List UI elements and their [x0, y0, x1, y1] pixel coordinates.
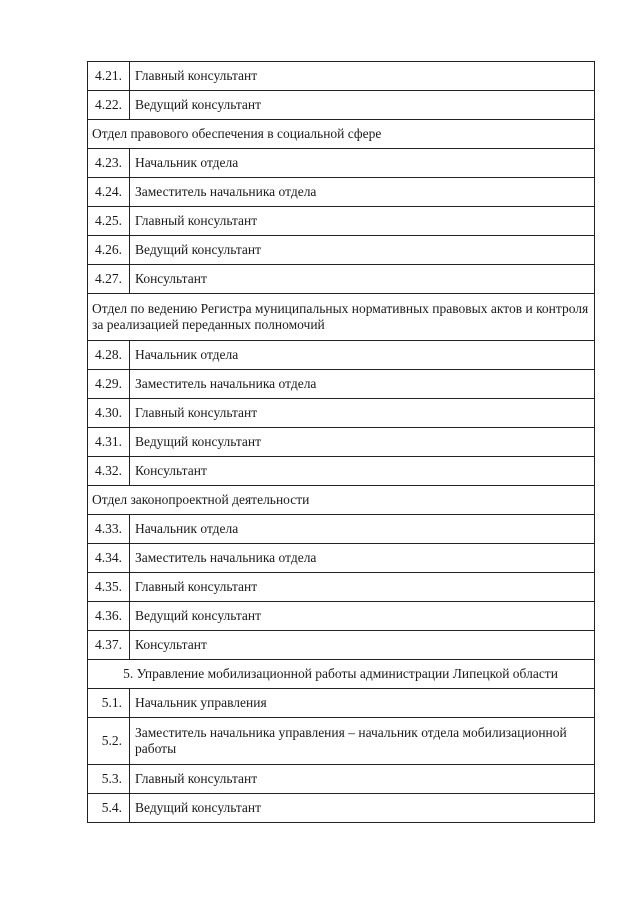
- row-number: 5.3.: [88, 765, 130, 794]
- row-number: 4.25.: [88, 207, 130, 236]
- row-number: 4.30.: [88, 399, 130, 428]
- section-row: [88, 120, 595, 149]
- table-row: [88, 765, 595, 794]
- position-title: Ведущий консультант: [130, 602, 595, 631]
- position-title: Заместитель начальника управления – начальник отдела мобилизационной работы: [130, 718, 595, 765]
- table-row: [88, 718, 595, 765]
- position-title: Ведущий консультант: [130, 428, 595, 457]
- row-number: 4.35.: [88, 573, 130, 602]
- row-number: 4.24.: [88, 178, 130, 207]
- row-number: 5.4.: [88, 794, 130, 823]
- row-number: 4.34.: [88, 544, 130, 573]
- row-number: 4.31.: [88, 428, 130, 457]
- table-row: [88, 178, 595, 207]
- row-number: 4.37.: [88, 631, 130, 660]
- table-row: [88, 370, 595, 399]
- table-row: [88, 428, 595, 457]
- section-heading: Отдел законопроектной деятельности: [88, 486, 595, 515]
- position-title: Начальник отдела: [130, 341, 595, 370]
- table-row: [88, 399, 595, 428]
- row-number: 4.36.: [88, 602, 130, 631]
- table-row: [88, 341, 595, 370]
- table-row: [88, 794, 595, 823]
- row-number: 4.28.: [88, 341, 130, 370]
- table-row: [88, 457, 595, 486]
- table-row: [88, 207, 595, 236]
- row-number: 4.23.: [88, 149, 130, 178]
- table-row: [88, 91, 595, 120]
- row-number: 4.21.: [88, 62, 130, 91]
- section-heading: 5. Управление мобилизационной работы администрации Липецкой области: [88, 660, 595, 689]
- section-heading: Отдел правового обеспечения в социальной сфере: [88, 120, 595, 149]
- section-row: [88, 294, 595, 341]
- position-title: Главный консультант: [130, 207, 595, 236]
- position-title: Начальник отдела: [130, 149, 595, 178]
- position-title: Консультант: [130, 631, 595, 660]
- position-title: Консультант: [130, 265, 595, 294]
- position-title: Ведущий консультант: [130, 236, 595, 265]
- row-number: 4.32.: [88, 457, 130, 486]
- row-number: 4.33.: [88, 515, 130, 544]
- row-number: 4.29.: [88, 370, 130, 399]
- table-row: [88, 515, 595, 544]
- row-number: 4.22.: [88, 91, 130, 120]
- table-row: [88, 602, 595, 631]
- table-row: [88, 689, 595, 718]
- table-row: [88, 573, 595, 602]
- positions-table: [87, 61, 595, 823]
- section-row: [88, 486, 595, 515]
- position-title: Главный консультант: [130, 573, 595, 602]
- table-row: [88, 236, 595, 265]
- row-number: 5.2.: [88, 718, 130, 765]
- position-title: Главный консультант: [130, 765, 595, 794]
- table-row: [88, 544, 595, 573]
- section-heading: Отдел по ведению Регистра муниципальных нормативных правовых актов и контроля за реализацией переданных полномочий: [88, 294, 595, 341]
- position-title: Начальник управления: [130, 689, 595, 718]
- table-row: [88, 62, 595, 91]
- position-title: Начальник отдела: [130, 515, 595, 544]
- position-title: Заместитель начальника отдела: [130, 178, 595, 207]
- row-number: 5.1.: [88, 689, 130, 718]
- position-title: Главный консультант: [130, 399, 595, 428]
- position-title: Заместитель начальника отдела: [130, 370, 595, 399]
- position-title: Ведущий консультант: [130, 794, 595, 823]
- section-row: [88, 660, 595, 689]
- table-row: [88, 265, 595, 294]
- row-number: 4.26.: [88, 236, 130, 265]
- position-title: Консультант: [130, 457, 595, 486]
- position-title: Ведущий консультант: [130, 91, 595, 120]
- position-title: Главный консультант: [130, 62, 595, 91]
- position-title: Заместитель начальника отдела: [130, 544, 595, 573]
- table-row: [88, 149, 595, 178]
- row-number: 4.27.: [88, 265, 130, 294]
- table-row: [88, 631, 595, 660]
